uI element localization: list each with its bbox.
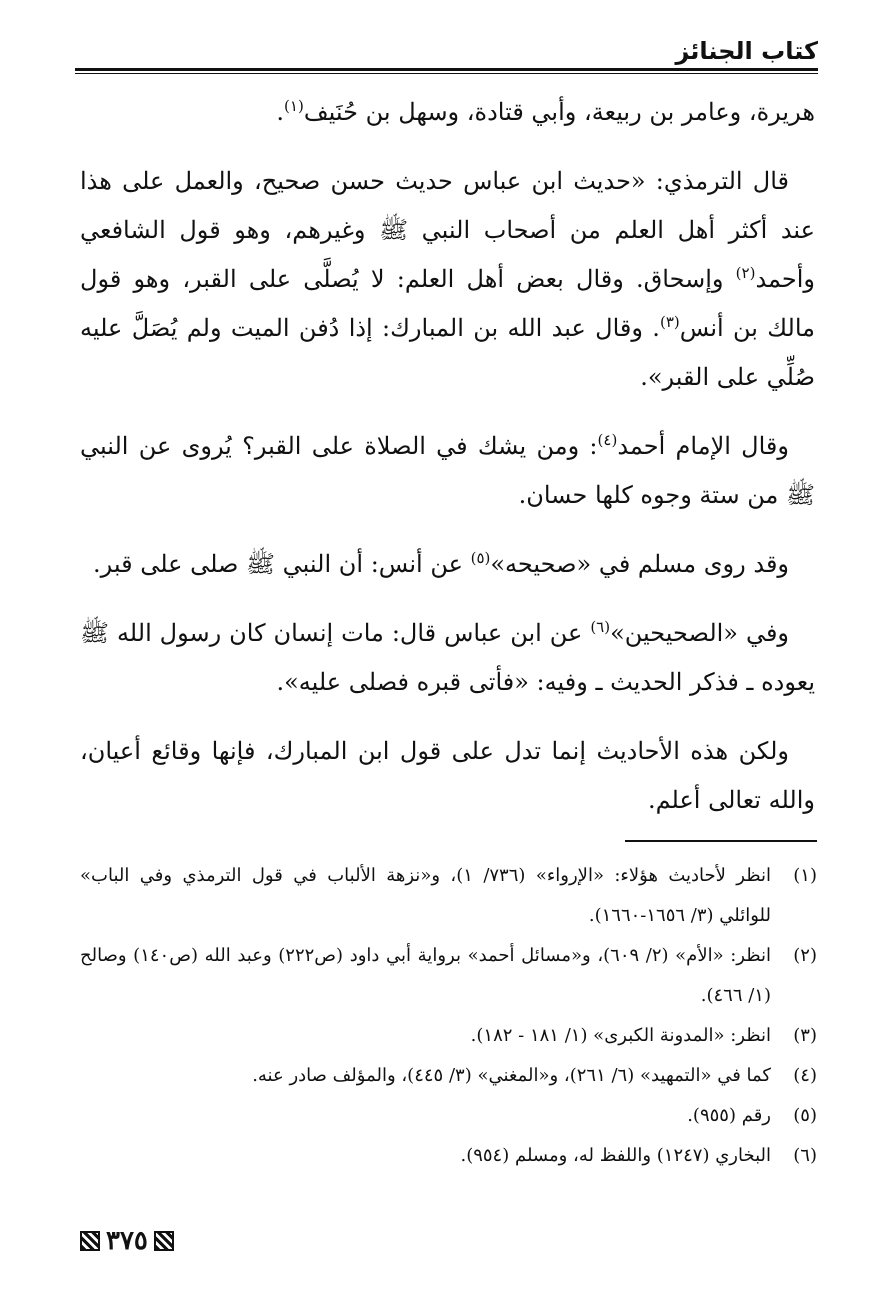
footnote-number: (٤) (793, 1065, 817, 1086)
footnote-number: (٣) (793, 1025, 817, 1046)
ornament-icon (154, 1231, 174, 1251)
footnote-text: رقم (٩٥٥). (687, 1105, 771, 1126)
paragraph (80, 727, 815, 825)
paragraph-text: هريرة، وعامر بن ربيعة، وأبي قتادة، وسهل بن حُنَيف (303, 98, 815, 126)
running-header (75, 32, 818, 74)
paragraph-text: وفي «الصحيحين» (610, 619, 790, 647)
header-rule-thin (75, 73, 818, 74)
footnote-ref[interactable]: (٦) (590, 618, 611, 636)
paragraph-text: عن أنس: أن النبي ﷺ صلى على قبر. (92, 550, 471, 578)
footnote-text: انظر لأحاديث هؤلاء: «الإرواء» (٧٣٦/ ١)، و«نزهة الألباب في قول الترمذي وفي الباب» للوائلي (٣/ ١٦٥٦-١٦٦٠). (80, 865, 772, 926)
paragraph (80, 609, 815, 707)
paragraph (80, 422, 815, 520)
paragraph (80, 540, 815, 589)
header-rule-thick (75, 68, 818, 71)
footnote-number: (٢) (793, 945, 817, 966)
paragraph-text: : ومن يشك في الصلاة على القبر؟ يُروى عن النبي ﷺ من ستة وجوه كلها حسان. (80, 432, 815, 509)
footnote-text: كما في «التمهيد» (٦/ ٢٦١)، و«المغني» (٣/ ٤٤٥)، والمؤلف صادر عنه. (252, 1065, 771, 1086)
footnote-ref[interactable]: (٤) (597, 431, 618, 449)
chapter-title: كتاب الجنائز (675, 37, 818, 65)
footnote (80, 1056, 817, 1096)
paragraph-text: وقد روى مسلم في «صحيحه» (490, 550, 789, 578)
footnote (80, 1096, 817, 1136)
footnote-ref[interactable]: (٢) (735, 264, 756, 282)
footnote (80, 936, 817, 1016)
footnote-number: (٥) (793, 1105, 817, 1126)
footnote-ref[interactable]: (٣) (659, 313, 680, 331)
page-number-text: ٣٧٥ (106, 1226, 148, 1256)
paragraph (80, 157, 815, 402)
paragraph-text: قال الترمذي: «حديث ابن عباس حديث حسن صحيح، والعمل على هذا عند أكثر أهل العلم من أصحاب النبي ﷺ وغيرهم، وهو قول الشافعي وأحمد (80, 167, 816, 293)
footnote-text: انظر: «المدونة الكبرى» (١/ ١٨١ - ١٨٢). (470, 1025, 771, 1046)
ornament-icon (80, 1231, 100, 1251)
footnote (80, 1136, 817, 1176)
footnote (80, 1016, 817, 1056)
footnote-number: (٦) (793, 1145, 817, 1166)
paragraph-text: وإسحاق. وقال بعض أهل العلم: لا يُصلَّى على القبر، وهو قول مالك بن أنس (80, 265, 816, 342)
paragraph (80, 88, 815, 137)
page-number (80, 1226, 174, 1256)
footnote-ref[interactable]: (٥) (470, 549, 491, 567)
paragraph-text: عن ابن عباس قال: مات إنسان كان رسول الله ﷺ يعوده ـ فذكر الحديث ـ وفيه: «فأتى قبره فصلى عليه». (80, 619, 815, 696)
footnote-number: (١) (793, 865, 817, 886)
paragraph-text: ولكن هذه الأحاديث إنما تدل على قول ابن المبارك، فإنها وقائع أعيان، والله تعالى أعلم. (80, 737, 815, 814)
paragraph-text: . (276, 98, 285, 126)
footnote-text: البخاري (١٢٤٧) واللفظ له، ومسلم (٩٥٤). (460, 1145, 771, 1166)
footnote-separator (625, 840, 817, 842)
footnote-ref[interactable]: (١) (284, 97, 304, 115)
main-text (80, 88, 815, 845)
footnote-text: انظر: «الأم» (٢/ ٦٠٩)، و«مسائل أحمد» برواية أبي داود (ص٢٢٢) وعبد الله (ص١٤٠) وصالح (١/ ٤٦٦). (80, 945, 771, 1006)
footnote (80, 856, 817, 936)
footnotes (80, 856, 817, 1176)
paragraph-text: وقال الإمام أحمد (617, 432, 789, 460)
paragraph-text: . وقال عبد الله بن المبارك: إذا دُفن الميت ولم يُصَلَّ عليه صُلِّي على القبر». (80, 314, 815, 391)
